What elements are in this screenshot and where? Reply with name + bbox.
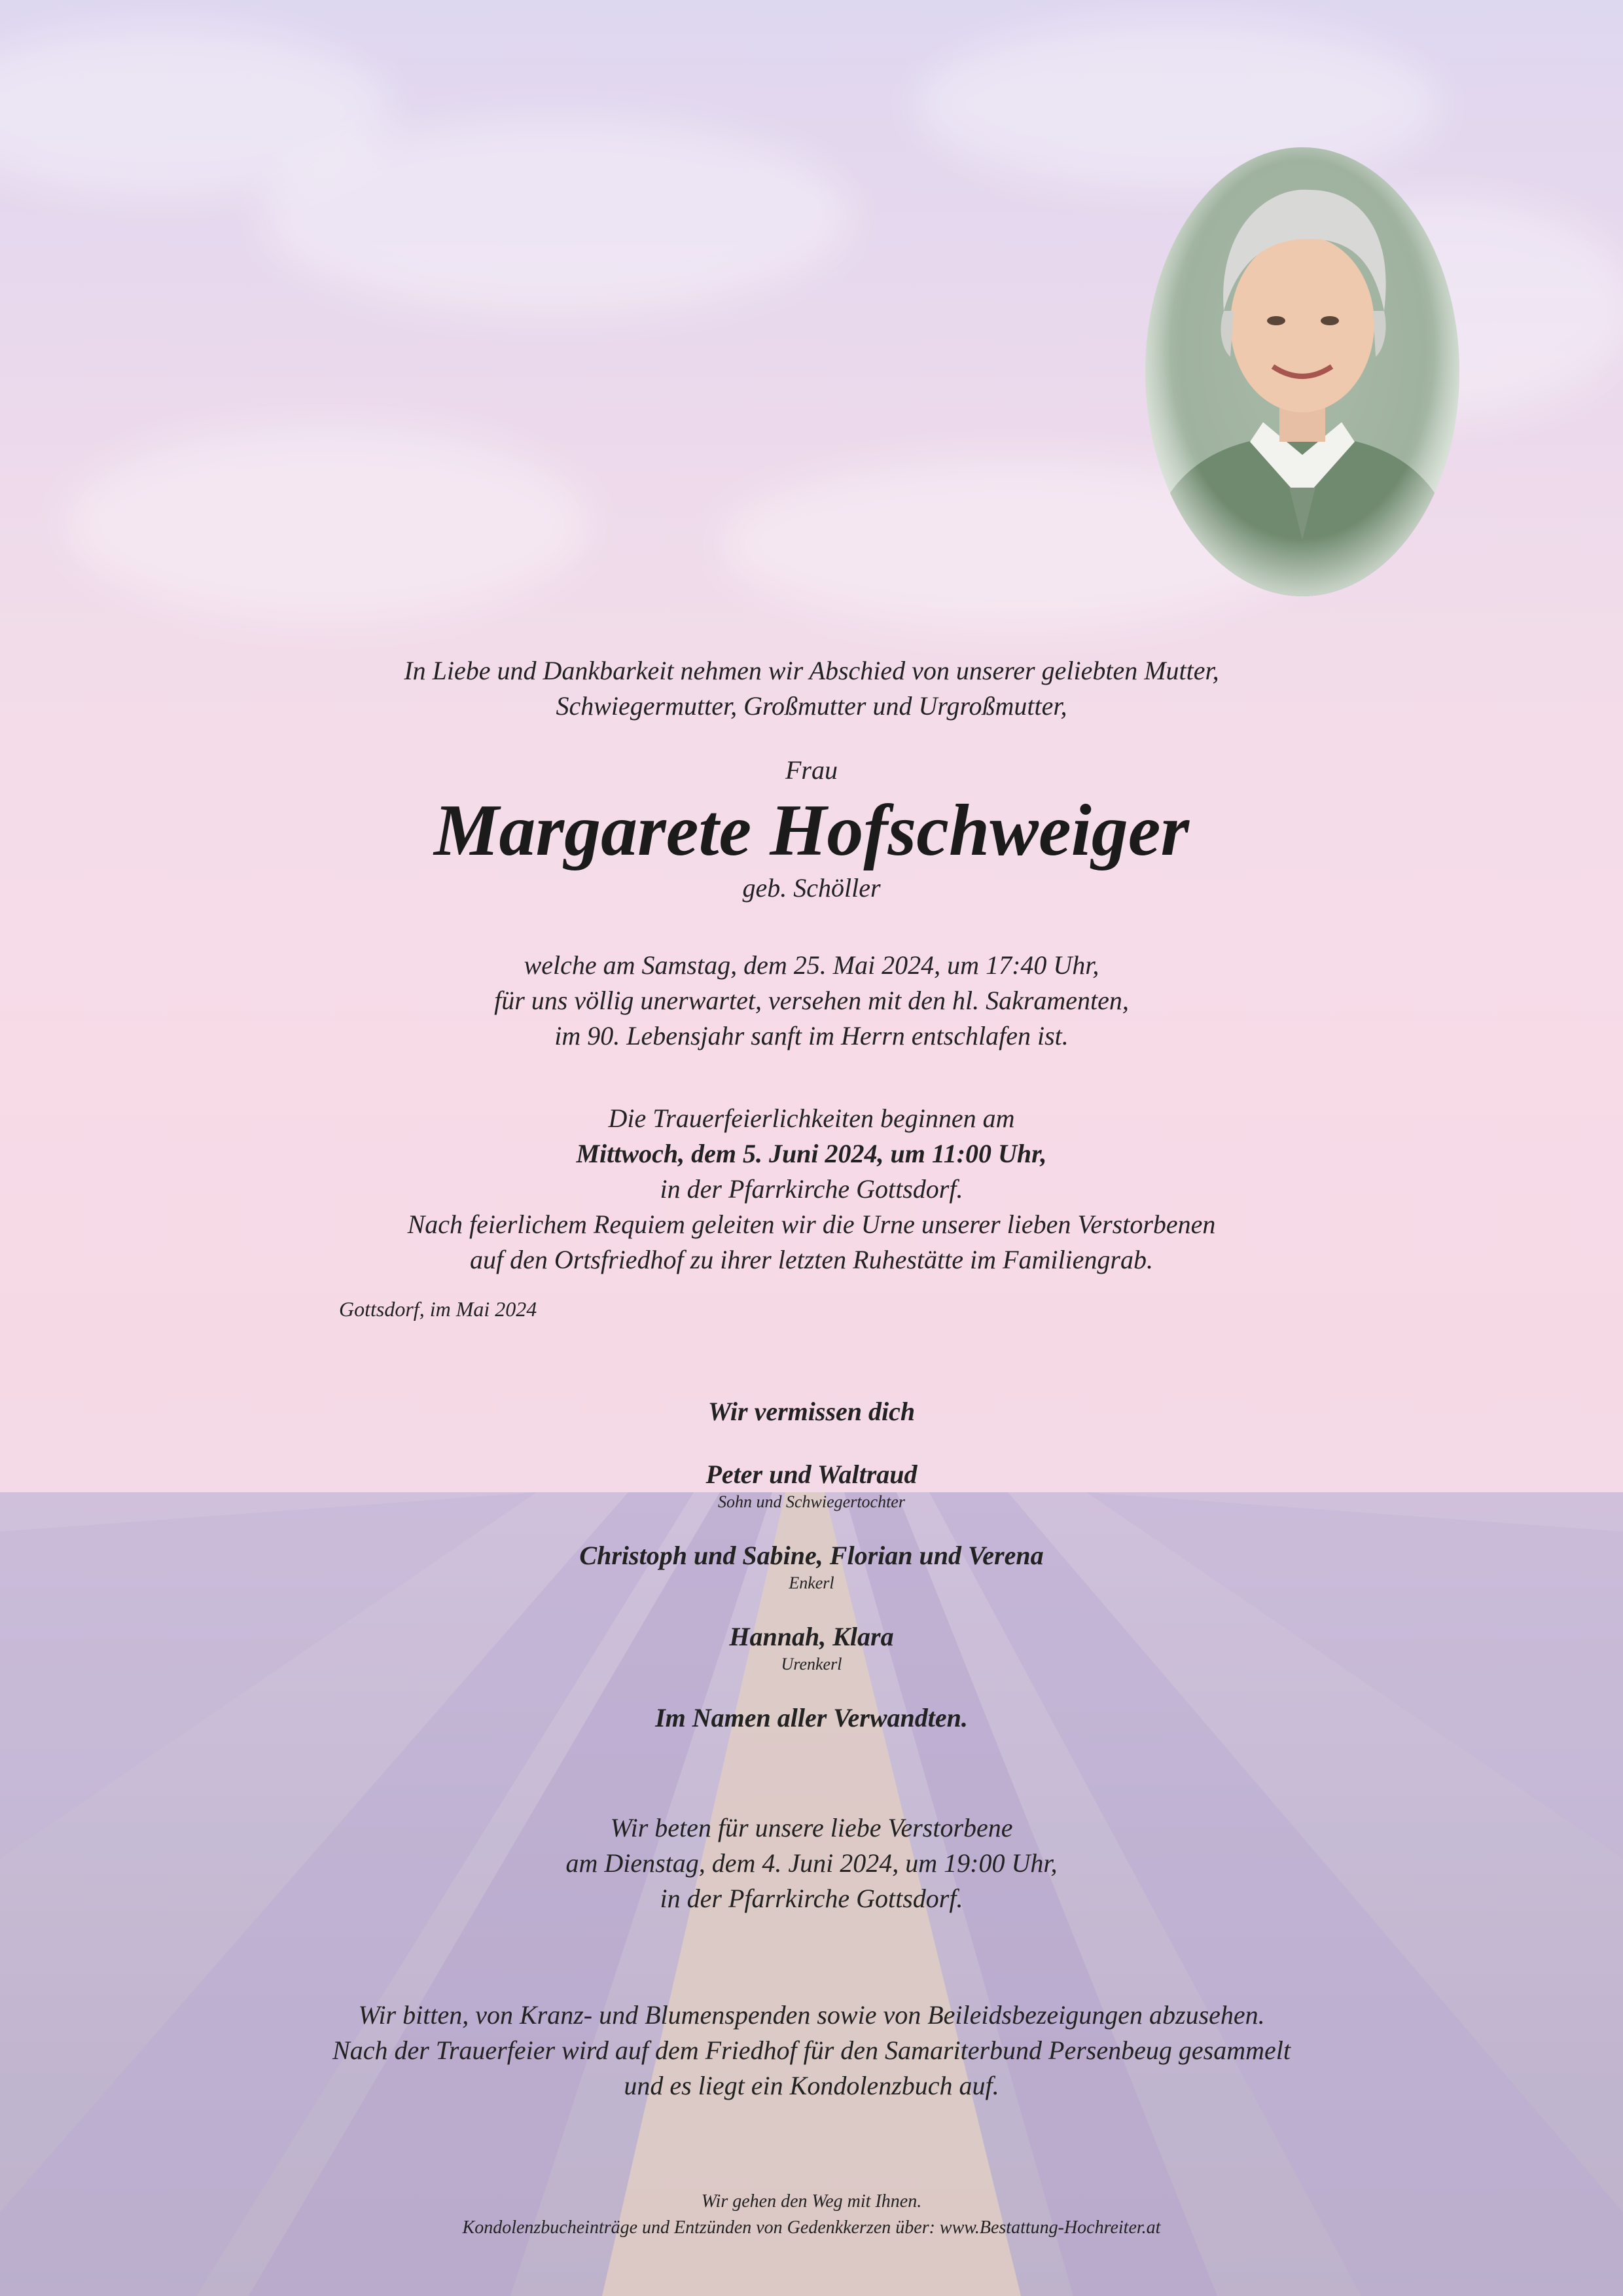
prayer-line-1: Wir beten für unsere liebe Verstorbene xyxy=(610,1813,1013,1842)
ceremony-line-1: Die Trauerfeierlichkeiten beginnen am xyxy=(608,1103,1015,1133)
ceremony-date: Mittwoch, dem 5. Juni 2024, um 11:00 Uhr, xyxy=(576,1139,1047,1168)
prayer-line-3: in der Pfarrkirche Gottsdorf. xyxy=(660,1884,963,1913)
donations-line-2: Nach der Trauerfeier wird auf dem Friedhof für den Samariterbund Persenbeug gesammelt xyxy=(332,2036,1291,2065)
portrait-photo xyxy=(1145,147,1459,596)
footer-condolence-link: Kondolenzbucheinträge und Entzünden von Gedenkkerzen über: www.Bestattung-Hochreiter.at xyxy=(462,2217,1161,2238)
birth-name: geb. Schöller xyxy=(742,873,881,903)
death-notice xyxy=(0,948,1623,1054)
deceased-name: Margarete Hofschweiger xyxy=(433,790,1190,871)
mourner-group-relation: Sohn und Schwiegertochter xyxy=(718,1492,905,1511)
intro-text xyxy=(0,653,1623,724)
footer-tagline: Wir gehen den Weg mit Ihnen. xyxy=(701,2191,922,2212)
mourner-group-names: Christoph und Sabine, Florian und Verena xyxy=(579,1541,1044,1570)
salutation: Frau xyxy=(785,755,838,785)
intro-line-2: Schwiegermutter, Großmutter und Urgroßmutter, xyxy=(556,691,1067,721)
death-notice-line-1: welche am Samstag, dem 25. Mai 2024, um 17:40 Uhr, xyxy=(524,950,1099,980)
mourners-closing: Im Namen aller Verwandten. xyxy=(655,1703,968,1732)
mourner-group-names: Peter und Waltraud xyxy=(705,1460,918,1489)
mourner-group-names: Hannah, Klara xyxy=(729,1622,894,1651)
prayer-line-2: am Dienstag, dem 4. Juni 2024, um 19:00 Uhr, xyxy=(565,1848,1058,1878)
mourners-heading: Wir vermissen dich xyxy=(707,1397,916,1426)
ceremony-line-5: auf den Ortsfriedhof zu ihrer letzten Ruhestätte im Familiengrab. xyxy=(470,1245,1153,1274)
mourner-group-relation: Urenkerl xyxy=(781,1655,842,1674)
donations-line-1: Wir bitten, von Kranz- und Blumenspenden sowie von Beileidsbezeigungen abzusehen. xyxy=(358,2000,1265,2030)
footer xyxy=(0,2189,1623,2241)
ceremony-details xyxy=(0,1101,1623,1278)
mourners-section xyxy=(0,1394,1623,1736)
ceremony-line-3: in der Pfarrkirche Gottsdorf. xyxy=(660,1174,963,1204)
death-notice-line-2: für uns völlig unerwartet, versehen mit den hl. Sakramenten, xyxy=(494,986,1129,1015)
place-date: Gottsdorf, im Mai 2024 xyxy=(339,1297,537,1321)
intro-line-1: In Liebe und Dankbarkeit nehmen wir Abschied von unserer geliebten Mutter, xyxy=(404,656,1219,685)
ceremony-line-4: Nach feierlichem Requiem geleiten wir die Urne unserer lieben Verstorbenen xyxy=(407,1210,1216,1239)
mourner-group-relation: Enkerl xyxy=(789,1573,834,1592)
portrait-image xyxy=(1145,147,1459,596)
prayer-notice xyxy=(0,1810,1623,1916)
donations-notice xyxy=(0,1998,1623,2104)
donations-line-3: und es liegt ein Kondolenzbuch auf. xyxy=(624,2071,999,2100)
death-notice-line-3: im 90. Lebensjahr sanft im Herrn entschlafen ist. xyxy=(554,1021,1069,1050)
